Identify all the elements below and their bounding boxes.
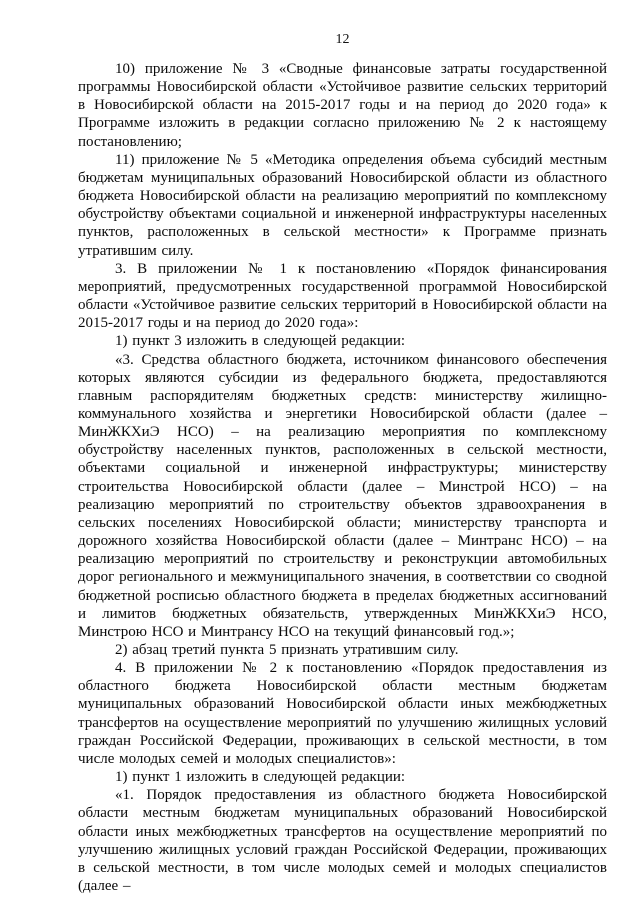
paragraph-10-annex-3: 10) приложение № 3 «Сводные финансовые затраты государственной программы Новосибирской области «Устойчивое развитие сельских территорий в Новосибирской области на 2015-2017 годы и на период до 2020 года» к Программе изложить в редакции согласно приложению № 2 к настоящему постановлению; bbox=[78, 61, 607, 150]
paragraph-subitem-1-point-3: 1) пункт 3 изложить в следующей редакции: bbox=[115, 333, 406, 350]
paragraph-point-1-new-wording: «1. Порядок предоставления из областного бюджета Новосибирской области местным бюджетам муниципальных образований Новосибирской области иных межбюджетных трансфертов на осуществление мероприятий по улучшению жилищных условий граждан Российской Федерации, проживающих в сельской местности, в том числе молодых семей и молодых специалистов (далее – bbox=[78, 787, 607, 895]
paragraph-item-4-annex-2: 4. В приложении № 2 к постановлению «Порядок предоставления из областного бюджета Новосибирской области местным бюджетам муниципальных образований Новосибирской области иных межбюджетных трансфертов на осуществление мероприятий по улучшению жилищных условий граждан Российской Федерации, проживающих в сельской местности, в том числе молодых семей и молодых специалистов»: bbox=[78, 660, 607, 767]
paragraph-11-annex-5: 11) приложение № 5 «Методика определения объема субсидий местным бюджетам муниципальных образований Новосибирской области из областного бюджета Новосибирской области на реализацию мероприятий по комплексному обустройству объектами социальной и инженерной инфраструктуры населенных пунктов, расположенных в сельской местности» к Программе признать утратившим силу. bbox=[78, 151, 607, 259]
paragraph-subitem-1-point-1: 1) пункт 1 изложить в следующей редакции: bbox=[115, 769, 406, 786]
paragraph-subitem-2-point-5: 2) абзац третий пункта 5 признать утратившим силу. bbox=[115, 642, 459, 658]
page-number: 12 bbox=[335, 32, 350, 47]
document-body bbox=[78, 60, 607, 895]
paragraph-item-3-annex-1: 3. В приложении № 1 к постановлению «Порядок финансирования мероприятий, предусмотренных государственной программой Новосибирской области «Устойчивое развитие сельских территорий в Новосибирской области на 2015-2017 годы и на период до 2020 года»: bbox=[78, 260, 607, 332]
paragraph-point-3-new-wording: «3. Средства областного бюджета, источником финансового обеспечения которых являются субсидии из федерального бюджета, предоставляются главным распорядителям бюджетных средств: министерству жилищно-коммунального хозяйства и энергетики Новосибирской области (далее – МинЖКХиЭ НСО) – на реализацию мероприятия по комплексному обустройству населенных пунктов, расположенных в сельской местности, объектами социальной и инженерной инфраструктуры; министерству строительства Новосибирской области (далее – Минстрой НСО) – на реализацию мероприятий по строительству объектов здравоохранения в сельских поселениях Новосибирской области; министерству транспорта и дорожного хозяйства Новосибирской области (далее – Минтранс НСО) – на реализацию мероприятий по строительству и реконструкции автомобильных дорог регионального и межмуниципального значения, в соответствии со сводной бюджетной росписью областного бюджета в пределах бюджетных ассигнований и лимитов бюджетных обязательств, утвержденных МинЖКХиЭ НСО, Минстрою НСО и Минтрансу НСО на текущий финансовый год.»; bbox=[78, 351, 607, 640]
